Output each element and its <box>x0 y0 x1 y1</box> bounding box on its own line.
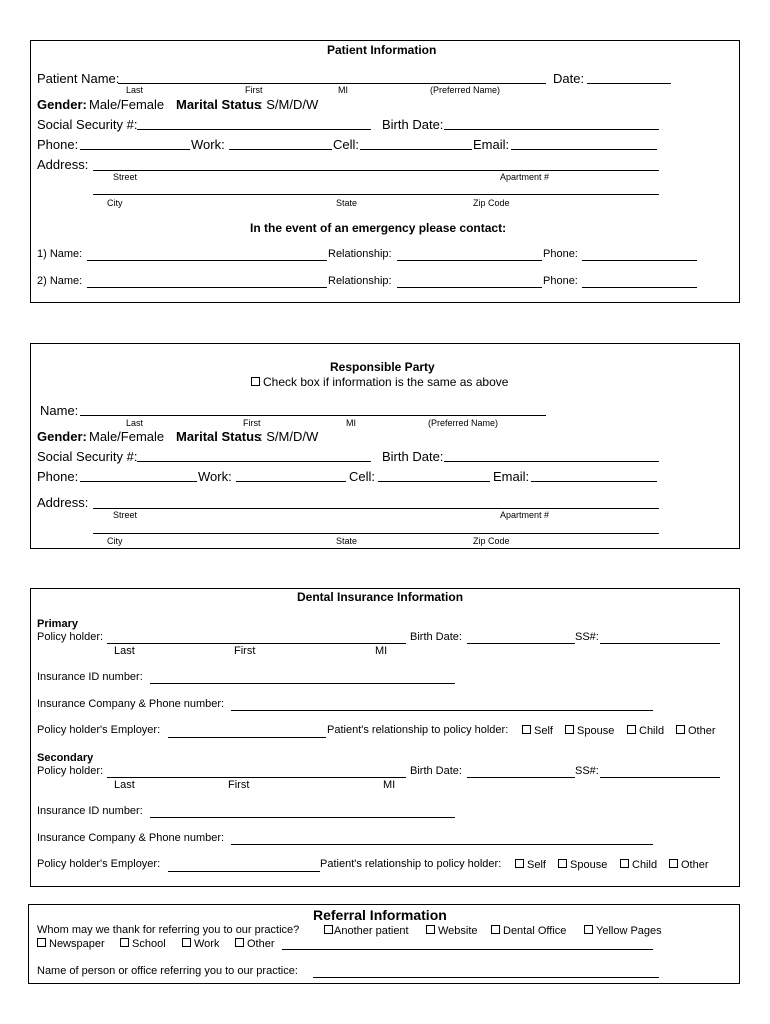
sub-label-apartment: Apartment # <box>500 510 550 520</box>
responsible-work-field[interactable] <box>236 481 346 482</box>
gender-label: Gender: <box>37 97 87 112</box>
option-label: Work <box>194 938 220 950</box>
contact2-name-field[interactable] <box>87 287 327 288</box>
option-label: Spouse <box>570 859 608 871</box>
option-label: Child <box>639 725 665 737</box>
contact2-relationship-label: Relationship: <box>328 275 392 287</box>
secondary-ss-label: SS#: <box>575 765 599 777</box>
option-label: Spouse <box>577 725 615 737</box>
secondary-policy-holder-label: Policy holder: <box>37 765 104 777</box>
cell-label: Cell: <box>333 137 360 152</box>
responsible-street-field[interactable] <box>93 508 659 509</box>
primary-rel-spouse-option[interactable] <box>565 725 614 737</box>
responsible-cell-label: Cell: <box>349 469 376 484</box>
responsible-work-label: Work: <box>198 469 232 484</box>
option-label: School <box>132 938 166 950</box>
insurance-section-title: Dental Insurance Information <box>297 590 464 604</box>
checkbox[interactable] <box>627 725 636 734</box>
responsible-section-title: Responsible Party <box>330 360 435 374</box>
contact1-phone-field[interactable] <box>582 260 697 261</box>
referral-name-label: Name of person or office referring you to our practice: <box>37 965 298 977</box>
primary-employer-field[interactable] <box>168 737 326 738</box>
secondary-insurance-id-field[interactable] <box>150 817 455 818</box>
primary-birth-field[interactable] <box>467 643 575 644</box>
sub-label-first: First <box>245 85 263 95</box>
responsible-city-state-zip-field[interactable] <box>93 533 659 534</box>
primary-birth-label: Birth Date: <box>410 631 462 643</box>
referral-name-field[interactable] <box>313 977 659 978</box>
responsible-phone-label: Phone: <box>37 469 79 484</box>
responsible-name-label: Name: <box>40 403 79 418</box>
sub-label-city: City <box>107 198 123 208</box>
responsible-birth-field[interactable] <box>444 461 659 462</box>
contact2-phone-label: Phone: <box>543 275 578 287</box>
option-label: Child <box>632 859 658 871</box>
sub-label-city: City <box>107 536 123 546</box>
primary-policy-holder-field[interactable] <box>107 643 406 644</box>
secondary-company-phone-field[interactable] <box>231 844 653 845</box>
referral-dental-office-option[interactable] <box>491 925 566 937</box>
checkbox[interactable] <box>676 725 685 734</box>
referral-other-field[interactable] <box>282 949 653 950</box>
responsible-address-label: Address: <box>37 495 89 510</box>
referral-website-option[interactable] <box>426 925 478 937</box>
contact1-name-label: 1) Name: <box>37 248 83 260</box>
primary-company-phone-label: Insurance Company & Phone number: <box>37 698 225 710</box>
contact1-phone-label: Phone: <box>543 248 578 260</box>
responsible-gender-options[interactable]: Male/Female <box>89 429 165 444</box>
sub-label-street: Street <box>113 510 138 520</box>
option-label: Yellow Pages <box>596 925 662 937</box>
work-label: Work: <box>191 137 225 152</box>
checkbox[interactable] <box>669 859 678 868</box>
birth-date-label: Birth Date: <box>382 117 444 132</box>
sub-label-apartment: Apartment # <box>500 172 550 182</box>
option-label: Newspaper <box>49 938 105 950</box>
sub-label-preferred: (Preferred Name) <box>428 418 499 428</box>
checkbox[interactable] <box>620 859 629 868</box>
checkbox[interactable] <box>324 925 333 934</box>
primary-label: Primary <box>37 618 78 630</box>
sub-label-preferred: (Preferred Name) <box>430 85 501 95</box>
referral-section-title: Referral Information <box>313 907 447 923</box>
option-label: Another patient <box>334 925 409 937</box>
responsible-phone-field[interactable] <box>80 481 197 482</box>
secondary-insurance-id-label: Insurance ID number: <box>37 805 143 817</box>
secondary-rel-self-option[interactable] <box>515 859 546 871</box>
referral-another-patient-option[interactable] <box>324 925 409 937</box>
checkbox[interactable] <box>565 725 574 734</box>
secondary-rel-child-option[interactable] <box>620 859 657 871</box>
primary-rel-self-option[interactable] <box>522 725 553 737</box>
date-label: Date: <box>553 71 585 86</box>
contact2-name-label: 2) Name: <box>37 275 83 287</box>
marital-status-label: Marital Status <box>176 97 262 112</box>
sub-label-mi: MI <box>338 85 348 95</box>
referral-yellow-pages-option[interactable] <box>584 925 662 937</box>
secondary-employer-field[interactable] <box>168 871 320 872</box>
sub-label-last: Last <box>114 645 135 657</box>
referral-work-option[interactable] <box>182 938 219 950</box>
marital-status-options[interactable]: : S/M/D/W <box>259 97 319 112</box>
checkbox[interactable] <box>37 938 46 947</box>
responsible-email-label: Email: <box>493 469 530 484</box>
sub-label-zip: Zip Code <box>473 198 510 208</box>
contact1-relationship-label: Relationship: <box>328 248 392 260</box>
responsible-marital-options[interactable]: : S/M/D/W <box>259 429 319 444</box>
option-label: Other <box>688 725 716 737</box>
birth-date-field[interactable] <box>444 129 659 130</box>
responsible-marital-label: Marital Status <box>176 429 262 444</box>
sub-label-last: Last <box>126 85 144 95</box>
secondary-birth-label: Birth Date: <box>410 765 462 777</box>
option-label: Self <box>534 725 553 737</box>
email-label: Email: <box>473 137 510 152</box>
contact1-relationship-field[interactable] <box>397 260 542 261</box>
same-as-above-checkbox[interactable] <box>251 377 260 386</box>
secondary-policy-holder-field[interactable] <box>107 777 406 778</box>
checkbox[interactable] <box>120 938 129 947</box>
referral-other-option[interactable] <box>235 938 275 950</box>
primary-employer-label: Policy holder's Employer: <box>37 724 161 736</box>
cell-field[interactable] <box>360 149 472 150</box>
checkbox[interactable] <box>522 725 531 734</box>
ssn-label: Social Security #: <box>37 117 138 132</box>
responsible-ssn-label: Social Security #: <box>37 449 138 464</box>
emergency-contact-heading: In the event of an emergency please contact: <box>250 221 507 235</box>
option-label: Other <box>681 859 709 871</box>
responsible-name-field[interactable] <box>80 415 546 416</box>
primary-rel-other-option[interactable] <box>676 725 716 737</box>
secondary-company-phone-label: Insurance Company & Phone number: <box>37 832 225 844</box>
secondary-rel-spouse-option[interactable] <box>558 859 607 871</box>
ssn-field[interactable] <box>137 129 371 130</box>
referral-question: Whom may we thank for referring you to our practice? <box>37 924 300 936</box>
secondary-relationship-label: Patient's relationship to policy holder: <box>320 858 502 870</box>
gender-options[interactable]: Male/Female <box>89 97 165 112</box>
patient-name-field[interactable] <box>118 83 546 84</box>
checkbox[interactable] <box>491 925 500 934</box>
sub-label-mi: MI <box>375 645 388 657</box>
sub-label-first: First <box>243 418 261 428</box>
patient-section-title: Patient Information <box>327 43 437 57</box>
patient-name-label: Patient Name: <box>37 71 120 86</box>
checkbox[interactable] <box>558 859 567 868</box>
option-label: Website <box>438 925 478 937</box>
primary-relationship-label: Patient's relationship to policy holder: <box>327 724 509 736</box>
address-label: Address: <box>37 157 89 172</box>
sub-label-last: Last <box>114 779 135 791</box>
responsible-gender-label: Gender: <box>37 429 87 444</box>
contact1-name-field[interactable] <box>87 260 327 261</box>
secondary-birth-field[interactable] <box>467 777 575 778</box>
sub-label-first: First <box>234 645 256 657</box>
secondary-rel-other-option[interactable] <box>669 859 709 871</box>
responsible-email-field[interactable] <box>531 481 657 482</box>
phone-field[interactable] <box>80 149 190 150</box>
responsible-ssn-field[interactable] <box>137 461 371 462</box>
sub-label-last: Last <box>126 418 144 428</box>
checkbox[interactable] <box>584 925 593 934</box>
primary-ss-field[interactable] <box>600 643 720 644</box>
primary-ss-label: SS#: <box>575 631 599 643</box>
referral-newspaper-option[interactable] <box>37 938 105 950</box>
option-label: Self <box>527 859 546 871</box>
phone-label: Phone: <box>37 137 79 152</box>
street-field[interactable] <box>93 170 659 171</box>
sub-label-street: Street <box>113 172 138 182</box>
checkbox[interactable] <box>182 938 191 947</box>
sub-label-state: State <box>336 536 358 546</box>
sub-label-mi: MI <box>383 779 396 791</box>
secondary-label: Secondary <box>37 752 94 764</box>
checkbox[interactable] <box>515 859 524 868</box>
option-label: Other <box>247 938 275 950</box>
date-field[interactable] <box>587 83 671 84</box>
same-as-above-label: Check box if information is the same as above <box>263 375 509 389</box>
option-label: Dental Office <box>503 925 567 937</box>
email-field[interactable] <box>511 149 657 150</box>
sub-label-zip: Zip Code <box>473 536 510 546</box>
responsible-birth-label: Birth Date: <box>382 449 444 464</box>
primary-policy-holder-label: Policy holder: <box>37 631 104 643</box>
primary-rel-child-option[interactable] <box>627 725 664 737</box>
checkbox[interactable] <box>235 938 244 947</box>
sub-label-first: First <box>228 779 250 791</box>
secondary-employer-label: Policy holder's Employer: <box>37 858 161 870</box>
city-state-zip-field[interactable] <box>93 194 659 195</box>
work-field[interactable] <box>229 149 332 150</box>
sub-label-state: State <box>336 198 358 208</box>
secondary-ss-field[interactable] <box>600 777 720 778</box>
sub-label-mi: MI <box>346 418 356 428</box>
responsible-cell-field[interactable] <box>378 481 490 482</box>
contact2-relationship-field[interactable] <box>397 287 542 288</box>
contact2-phone-field[interactable] <box>582 287 697 288</box>
referral-school-option[interactable] <box>120 938 166 950</box>
primary-insurance-id-label: Insurance ID number: <box>37 671 143 683</box>
primary-company-phone-field[interactable] <box>231 710 653 711</box>
primary-insurance-id-field[interactable] <box>150 683 455 684</box>
same-as-above-option[interactable] <box>251 376 508 388</box>
checkbox[interactable] <box>426 925 435 934</box>
